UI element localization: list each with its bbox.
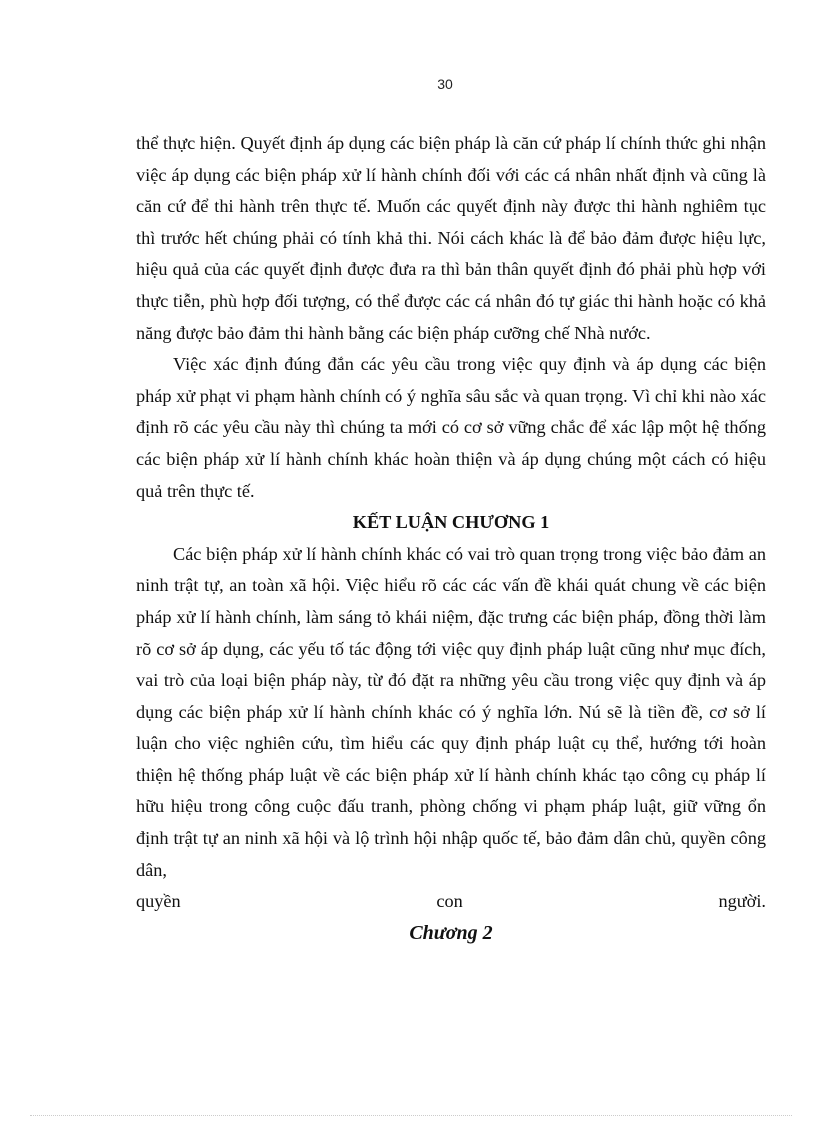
last-line-word: quyền: [136, 891, 181, 912]
last-line-word: con: [436, 891, 463, 912]
page-number: 30: [437, 76, 453, 92]
section-heading: KẾT LUẬN CHƯƠNG 1: [352, 512, 550, 533]
paragraph-conclusion: Các biện pháp xử lí hành chính khác có vai trò quan trọng trong việc bảo đảm an ninh trật tự, an toàn xã hội. Việc hiểu rõ các các vấn đề khái quát chung về các biện pháp xử lí hành chính, làm sáng tỏ khái niệm, đặc trưng các biện pháp, đồng thời làm rõ cơ sở áp dụng, các yếu tố tác động tới việc quy định pháp luật cũng như mục đích, vai trò của loại biện pháp này, từ đó đặt ra những yêu cầu trong việc quy định và áp dụng các biện pháp xử lí hành chính khác có ý nghĩa lớn. Nú sẽ là tiền đề, cơ sở lí luận cho việc nghiên cứu, tìm hiểu các quy định pháp luật cụ thể, hướng tới hoàn thiện hệ thống pháp luật về các biện pháp xử lí hành chính khác tạo công cụ pháp lí hữu hiệu trong công cuộc đấu tranh, phòng chống vi phạm pháp luật, giữ vững ổn định trật tự an ninh xã hội và lộ trình hội nhập quốc tế, bảo đảm dân chủ, quyền công dân,: [136, 543, 766, 880]
paragraph-continuation: thể thực hiện. Quyết định áp dụng các biện pháp là căn cứ pháp lí chính thức ghi nhận việc áp dụng các biện pháp xử lí hành chính đối với các cá nhân nhất định và cũng là căn cứ để thi hành trên thực tế. Muốn các quyết định này được thi hành nghiêm tục thì trước hết chúng phải có tính khả thi. Nói cách khác là để bảo đảm được hiệu lực, hiệu quả của các quyết định được đưa ra thì bản thân quyết định đó phải phù hợp với thực tiễn, phù hợp đối tượng, có thể được các cá nhân đó tự giác thi hành hoặc có khả năng được bảo đảm thi hành bằng các biện pháp cưỡng chế Nhà nước.: [136, 133, 766, 343]
document-body: [136, 128, 766, 949]
paragraph-requirements: Việc xác định đúng đắn các yêu cầu trong việc quy định và áp dụng các biện pháp xử phạt vi phạm hành chính có ý nghĩa sâu sắc và quan trọng. Vì chỉ khi nào xác định rõ các yêu cầu này thì chúng ta mới có cơ sở vững chắc để xác lập một hệ thống các biện pháp xử lí hành chính khác hoàn thiện và áp dụng chúng một cách có hiệu quả trên thực tế.: [136, 354, 766, 501]
page-bottom-divider: [30, 1115, 792, 1116]
paragraph-conclusion-last-line: [136, 886, 766, 918]
chapter-title: Chương 2: [409, 921, 493, 944]
last-line-word: người.: [718, 891, 766, 912]
